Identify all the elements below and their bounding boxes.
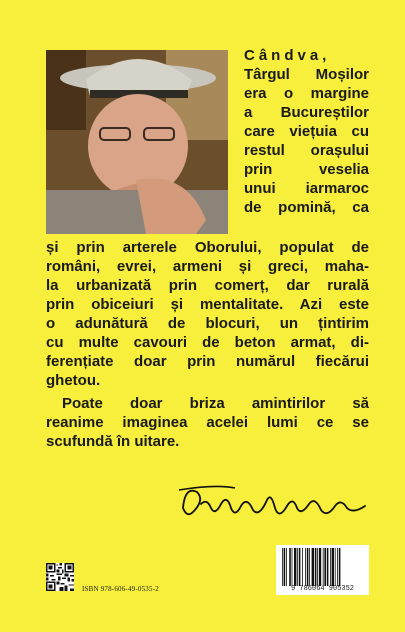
intro-line: de pomină, ca	[244, 199, 369, 216]
closing-line: Poate doar briza amintirilor să	[62, 395, 369, 412]
intro-line: Cândva,	[244, 47, 331, 64]
body-line: la urbanizată prin comerț, dar rurală	[46, 277, 369, 294]
body-line: prin obiceiuri și mentalitate. Azi este	[46, 296, 369, 313]
barcode-digits: 9 786064 905352	[290, 585, 354, 593]
body-line: o adunătură de blocuri, un țintirim	[46, 315, 369, 332]
qr-code	[46, 563, 74, 591]
author-photo	[46, 50, 228, 234]
body-line: și prin arterele Oborului, populat de	[46, 239, 369, 256]
isbn-label: ISBN 978-606-49-0535-2	[82, 585, 159, 593]
intro-line: era o margine	[244, 85, 369, 102]
body-line: ghetou.	[46, 372, 101, 389]
barcode	[276, 545, 369, 595]
intro-text	[244, 46, 369, 217]
intro-line: Târgul Moșilor	[244, 66, 369, 83]
body-line: cu multe cavouri de beton armat, di-	[46, 334, 369, 351]
intro-line: a Bucureștilor	[244, 104, 369, 121]
closing-line: scufundă în uitare.	[46, 433, 180, 450]
author-signature	[175, 478, 375, 528]
body-text	[46, 238, 369, 451]
intro-line: unui iarmaroc	[244, 180, 369, 197]
body-line: ferențiate doar prin numărul fiecărui	[46, 353, 369, 370]
intro-line: prin veselia	[244, 161, 369, 178]
closing-line: reanime imaginea acelei lumi ce se	[46, 414, 369, 431]
intro-line: care viețuia cu	[244, 123, 369, 140]
intro-line: restul orașului	[244, 142, 369, 159]
body-line: români, evrei, armeni și greci, maha-	[46, 258, 369, 275]
